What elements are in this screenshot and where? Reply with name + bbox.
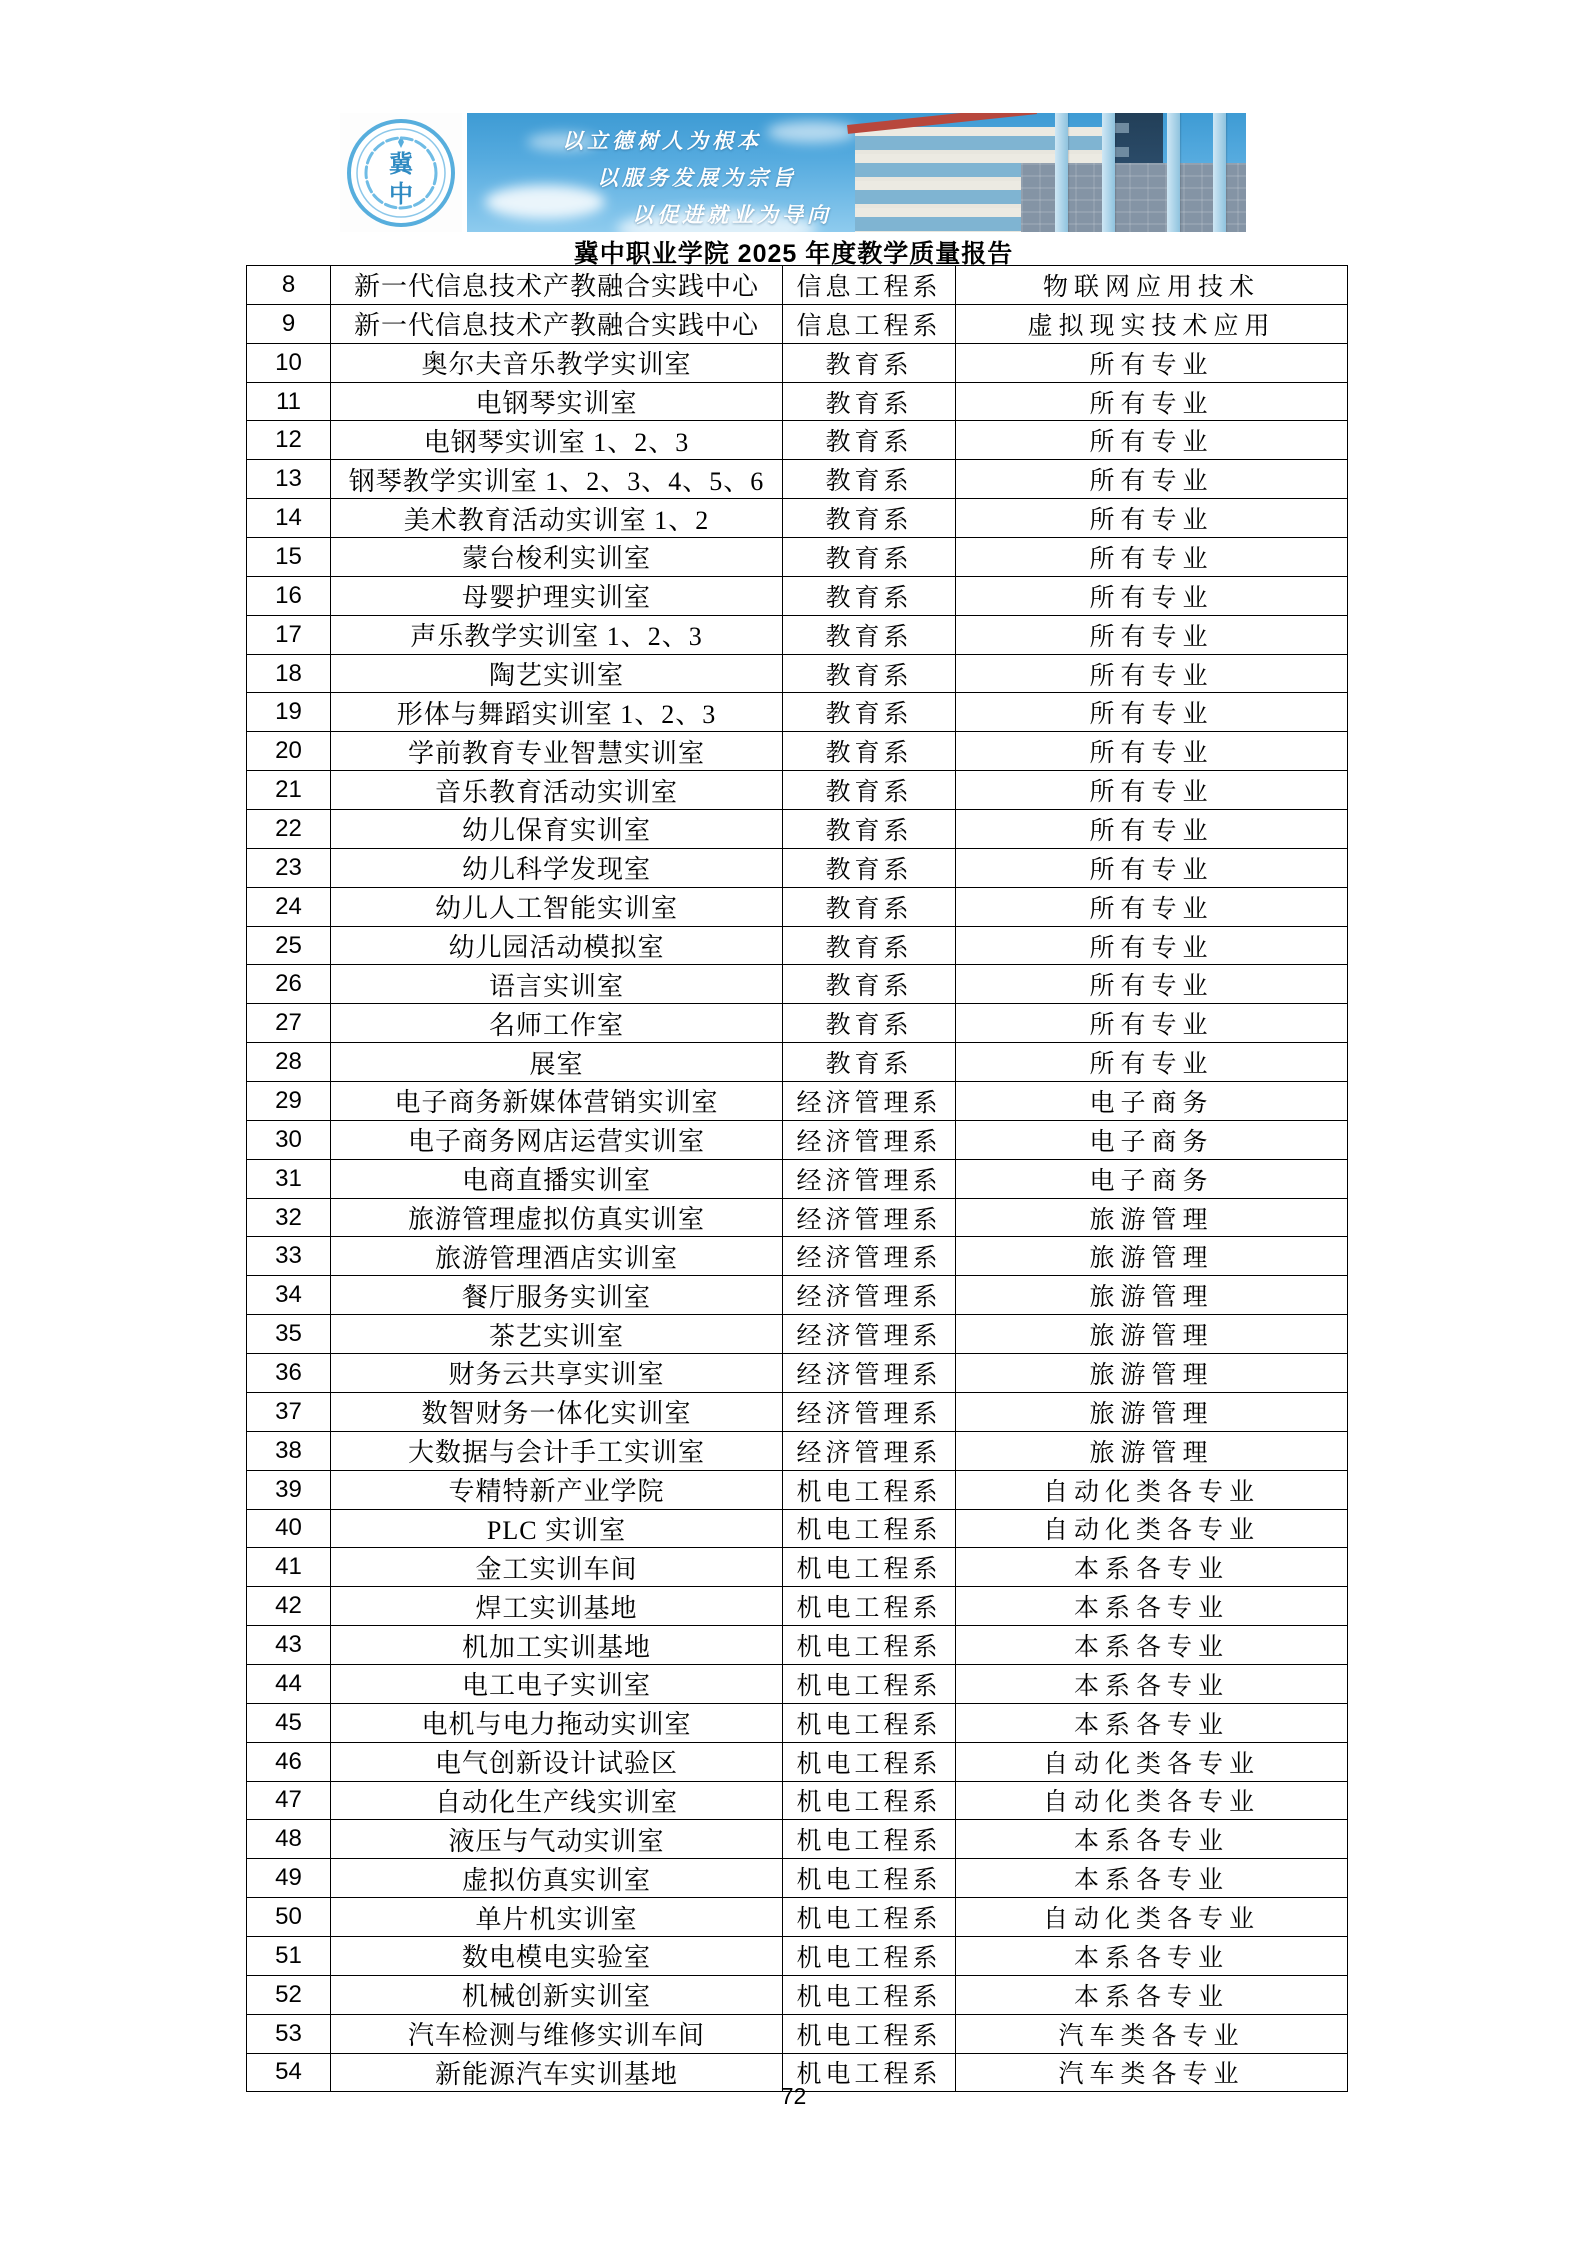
department-cell: 经济管理系 — [783, 1354, 956, 1393]
table-row — [247, 1898, 1348, 1937]
table-row — [247, 926, 1348, 965]
majors-cell: 所有专业 — [956, 965, 1348, 1004]
table-row — [247, 499, 1348, 538]
department-cell: 经济管理系 — [783, 1159, 956, 1198]
department-cell: 教育系 — [783, 538, 956, 577]
table-row — [247, 1742, 1348, 1781]
table-row — [247, 1120, 1348, 1159]
room-name-cell: 液压与气动实训室 — [331, 1820, 783, 1859]
room-name-cell: 学前教育专业智慧实训室 — [331, 732, 783, 771]
table-row — [247, 1509, 1348, 1548]
table-row — [247, 1354, 1348, 1393]
department-cell: 机电工程系 — [783, 1781, 956, 1820]
row-number-cell: 13 — [247, 460, 331, 499]
room-name-cell: 电钢琴实训室 1、2、3 — [331, 421, 783, 460]
page-number: 72 — [780, 2083, 807, 2109]
majors-cell: 本系各专业 — [956, 1587, 1348, 1626]
table-row — [247, 576, 1348, 615]
table-row — [247, 1315, 1348, 1354]
table-row — [247, 1004, 1348, 1043]
row-number-cell: 54 — [247, 2053, 331, 2092]
room-name-cell: 幼儿园活动模拟室 — [331, 926, 783, 965]
room-name-cell: 餐厅服务实训室 — [331, 1276, 783, 1315]
department-cell: 机电工程系 — [783, 1548, 956, 1587]
room-name-cell: 数电模电实验室 — [331, 1936, 783, 1975]
majors-cell: 所有专业 — [956, 732, 1348, 771]
room-name-cell: 美术教育活动实训室 1、2 — [331, 499, 783, 538]
campus-building-photo — [855, 113, 1246, 232]
motto-line-3: 以促进就业为导向 — [632, 203, 832, 227]
row-number-cell: 23 — [247, 848, 331, 887]
majors-cell: 所有专业 — [956, 1043, 1348, 1082]
row-number-cell: 47 — [247, 1781, 331, 1820]
row-number-cell: 22 — [247, 810, 331, 849]
row-number-cell: 25 — [247, 926, 331, 965]
row-number-cell: 45 — [247, 1703, 331, 1742]
department-cell: 机电工程系 — [783, 1742, 956, 1781]
table-row — [247, 654, 1348, 693]
row-number-cell: 28 — [247, 1043, 331, 1082]
row-number-cell: 15 — [247, 538, 331, 577]
room-name-cell: 幼儿科学发现室 — [331, 848, 783, 887]
department-cell: 经济管理系 — [783, 1431, 956, 1470]
department-cell: 机电工程系 — [783, 1820, 956, 1859]
table-row — [247, 2014, 1348, 2053]
majors-cell: 本系各专业 — [956, 1975, 1348, 2014]
majors-cell: 所有专业 — [956, 887, 1348, 926]
row-number-cell: 50 — [247, 1898, 331, 1937]
table-row — [247, 460, 1348, 499]
department-cell: 机电工程系 — [783, 2053, 956, 2092]
department-cell: 机电工程系 — [783, 1470, 956, 1509]
department-cell: 教育系 — [783, 460, 956, 499]
row-number-cell: 30 — [247, 1120, 331, 1159]
majors-cell: 所有专业 — [956, 693, 1348, 732]
majors-cell: 本系各专业 — [956, 1820, 1348, 1859]
majors-cell: 旅游管理 — [956, 1315, 1348, 1354]
majors-cell: 自动化类各专业 — [956, 1742, 1348, 1781]
department-cell: 教育系 — [783, 965, 956, 1004]
room-name-cell: 名师工作室 — [331, 1004, 783, 1043]
row-number-cell: 26 — [247, 965, 331, 1004]
department-cell: 教育系 — [783, 1004, 956, 1043]
table-row — [247, 732, 1348, 771]
row-number-cell: 36 — [247, 1354, 331, 1393]
row-number-cell: 18 — [247, 654, 331, 693]
department-cell: 经济管理系 — [783, 1392, 956, 1431]
majors-cell: 自动化类各专业 — [956, 1470, 1348, 1509]
department-cell: 教育系 — [783, 499, 956, 538]
logo-char-top: 冀 — [389, 151, 413, 178]
row-number-cell: 44 — [247, 1664, 331, 1703]
majors-cell: 所有专业 — [956, 771, 1348, 810]
room-name-cell: 幼儿人工智能实训室 — [331, 887, 783, 926]
row-number-cell: 19 — [247, 693, 331, 732]
page-title: 冀中职业学院 2025 年度教学质量报告 — [573, 240, 1014, 268]
majors-cell: 旅游管理 — [956, 1354, 1348, 1393]
department-cell: 机电工程系 — [783, 1509, 956, 1548]
row-number-cell: 42 — [247, 1587, 331, 1626]
majors-cell: 旅游管理 — [956, 1392, 1348, 1431]
building-pillar — [1102, 113, 1115, 232]
table-row — [247, 887, 1348, 926]
department-cell: 教育系 — [783, 771, 956, 810]
college-logo-emblem — [343, 116, 459, 230]
row-number-cell: 41 — [247, 1548, 331, 1587]
majors-cell: 自动化类各专业 — [956, 1898, 1348, 1937]
table-row — [247, 1820, 1348, 1859]
department-cell: 教育系 — [783, 421, 956, 460]
college-logo — [340, 113, 462, 232]
majors-cell: 所有专业 — [956, 926, 1348, 965]
majors-cell: 本系各专业 — [956, 1859, 1348, 1898]
room-name-cell: 金工实训车间 — [331, 1548, 783, 1587]
row-number-cell: 35 — [247, 1315, 331, 1354]
majors-cell: 电子商务 — [956, 1120, 1348, 1159]
department-cell: 机电工程系 — [783, 1975, 956, 2014]
majors-cell: 所有专业 — [956, 576, 1348, 615]
row-number-cell: 12 — [247, 421, 331, 460]
majors-cell: 旅游管理 — [956, 1237, 1348, 1276]
table-row — [247, 1392, 1348, 1431]
department-cell: 教育系 — [783, 926, 956, 965]
majors-cell: 本系各专业 — [956, 1664, 1348, 1703]
department-cell: 教育系 — [783, 382, 956, 421]
room-name-cell: 旅游管理酒店实训室 — [331, 1237, 783, 1276]
table-row — [247, 1276, 1348, 1315]
room-name-cell: 电子商务网店运营实训室 — [331, 1120, 783, 1159]
room-name-cell: 专精特新产业学院 — [331, 1470, 783, 1509]
majors-cell: 旅游管理 — [956, 1276, 1348, 1315]
room-name-cell: 新一代信息技术产教融合实践中心 — [331, 304, 783, 343]
logo-char-bottom: 中 — [389, 181, 413, 208]
building-pillar — [1055, 113, 1068, 232]
room-name-cell: 自动化生产线实训室 — [331, 1781, 783, 1820]
room-name-cell: 财务云共享实训室 — [331, 1354, 783, 1393]
majors-cell: 旅游管理 — [956, 1431, 1348, 1470]
room-name-cell: 形体与舞蹈实训室 1、2、3 — [331, 693, 783, 732]
department-cell: 机电工程系 — [783, 1898, 956, 1937]
building-pillar — [1213, 113, 1226, 232]
majors-cell: 所有专业 — [956, 538, 1348, 577]
room-name-cell: 新一代信息技术产教融合实践中心 — [331, 266, 783, 305]
department-cell: 机电工程系 — [783, 1626, 956, 1665]
department-cell: 教育系 — [783, 810, 956, 849]
table-row — [247, 1082, 1348, 1121]
room-name-cell: 机械创新实训室 — [331, 1975, 783, 2014]
majors-cell: 所有专业 — [956, 499, 1348, 538]
room-name-cell: 茶艺实训室 — [331, 1315, 783, 1354]
room-name-cell: 单片机实训室 — [331, 1898, 783, 1937]
row-number-cell: 9 — [247, 304, 331, 343]
department-cell: 教育系 — [783, 887, 956, 926]
table-row — [247, 965, 1348, 1004]
room-name-cell: PLC 实训室 — [331, 1509, 783, 1548]
department-cell: 经济管理系 — [783, 1276, 956, 1315]
table-row — [247, 1975, 1348, 2014]
table-row — [247, 1859, 1348, 1898]
majors-cell: 本系各专业 — [956, 1936, 1348, 1975]
table-row — [247, 1043, 1348, 1082]
row-number-cell: 10 — [247, 343, 331, 382]
row-number-cell: 24 — [247, 887, 331, 926]
majors-cell: 自动化类各专业 — [956, 1509, 1348, 1548]
table-row — [247, 1587, 1348, 1626]
table-row — [247, 421, 1348, 460]
table-row — [247, 1703, 1348, 1742]
majors-cell: 所有专业 — [956, 1004, 1348, 1043]
room-name-cell: 语言实训室 — [331, 965, 783, 1004]
majors-cell: 本系各专业 — [956, 1626, 1348, 1665]
majors-cell: 所有专业 — [956, 848, 1348, 887]
majors-cell: 本系各专业 — [956, 1703, 1348, 1742]
row-number-cell: 29 — [247, 1082, 331, 1121]
room-name-cell: 电机与电力拖动实训室 — [331, 1703, 783, 1742]
department-cell: 教育系 — [783, 693, 956, 732]
room-name-cell: 蒙台梭利实训室 — [331, 538, 783, 577]
row-number-cell: 49 — [247, 1859, 331, 1898]
room-name-cell: 大数据与会计手工实训室 — [331, 1431, 783, 1470]
department-cell: 教育系 — [783, 615, 956, 654]
table-row — [247, 1237, 1348, 1276]
row-number-cell: 40 — [247, 1509, 331, 1548]
room-name-cell: 虚拟仿真实训室 — [331, 1859, 783, 1898]
department-cell: 机电工程系 — [783, 1859, 956, 1898]
department-cell: 经济管理系 — [783, 1198, 956, 1237]
table-row — [247, 1626, 1348, 1665]
majors-cell: 物联网应用技术 — [956, 266, 1348, 305]
majors-cell: 所有专业 — [956, 654, 1348, 693]
room-name-cell: 电钢琴实训室 — [331, 382, 783, 421]
table-row — [247, 615, 1348, 654]
table-row — [247, 1781, 1348, 1820]
row-number-cell: 21 — [247, 771, 331, 810]
majors-cell: 所有专业 — [956, 382, 1348, 421]
room-name-cell: 钢琴教学实训室 1、2、3、4、5、6 — [331, 460, 783, 499]
table-row — [247, 1431, 1348, 1470]
table-row — [247, 771, 1348, 810]
department-cell: 机电工程系 — [783, 1703, 956, 1742]
row-number-cell: 46 — [247, 1742, 331, 1781]
room-name-cell: 焊工实训基地 — [331, 1587, 783, 1626]
department-cell: 机电工程系 — [783, 1936, 956, 1975]
room-name-cell: 幼儿保育实训室 — [331, 810, 783, 849]
room-name-cell: 新能源汽车实训基地 — [331, 2053, 783, 2092]
row-number-cell: 17 — [247, 615, 331, 654]
department-cell: 经济管理系 — [783, 1315, 956, 1354]
table-row — [247, 810, 1348, 849]
table-row — [247, 382, 1348, 421]
department-cell: 教育系 — [783, 848, 956, 887]
majors-cell: 汽车类各专业 — [956, 2014, 1348, 2053]
majors-cell: 旅游管理 — [956, 1198, 1348, 1237]
table-row — [247, 848, 1348, 887]
row-number-cell: 53 — [247, 2014, 331, 2053]
department-cell: 信息工程系 — [783, 266, 956, 305]
department-cell: 信息工程系 — [783, 304, 956, 343]
table-row — [247, 304, 1348, 343]
row-number-cell: 38 — [247, 1431, 331, 1470]
department-cell: 机电工程系 — [783, 1664, 956, 1703]
table-row — [247, 693, 1348, 732]
row-number-cell: 16 — [247, 576, 331, 615]
table-row — [247, 1159, 1348, 1198]
table-row — [247, 538, 1348, 577]
department-cell: 经济管理系 — [783, 1237, 956, 1276]
room-name-cell: 电商直播实训室 — [331, 1159, 783, 1198]
motto-line-1: 以立德树人为根本 — [562, 129, 762, 153]
majors-cell: 汽车类各专业 — [956, 2053, 1348, 2092]
row-number-cell: 8 — [247, 266, 331, 305]
table-row — [247, 266, 1348, 305]
room-name-cell: 机加工实训基地 — [331, 1626, 783, 1665]
room-name-cell: 汽车检测与维修实训车间 — [331, 2014, 783, 2053]
room-name-cell: 旅游管理虚拟仿真实训室 — [331, 1198, 783, 1237]
table-row — [247, 1936, 1348, 1975]
room-name-cell: 展室 — [331, 1043, 783, 1082]
department-cell: 教育系 — [783, 654, 956, 693]
table-row — [247, 343, 1348, 382]
department-cell: 教育系 — [783, 343, 956, 382]
room-name-cell: 母婴护理实训室 — [331, 576, 783, 615]
department-cell: 教育系 — [783, 732, 956, 771]
room-name-cell: 声乐教学实训室 1、2、3 — [331, 615, 783, 654]
majors-cell: 所有专业 — [956, 810, 1348, 849]
row-number-cell: 39 — [247, 1470, 331, 1509]
row-number-cell: 52 — [247, 1975, 331, 2014]
department-cell: 机电工程系 — [783, 1587, 956, 1626]
majors-cell: 虚拟现实技术应用 — [956, 304, 1348, 343]
department-cell: 经济管理系 — [783, 1082, 956, 1121]
majors-cell: 电子商务 — [956, 1082, 1348, 1121]
room-name-cell: 电子商务新媒体营销实训室 — [331, 1082, 783, 1121]
table-row — [247, 1664, 1348, 1703]
row-number-cell: 14 — [247, 499, 331, 538]
building-pillar — [1167, 113, 1180, 232]
majors-cell: 所有专业 — [956, 460, 1348, 499]
row-number-cell: 48 — [247, 1820, 331, 1859]
cloud-decoration — [767, 121, 857, 143]
majors-cell: 所有专业 — [956, 615, 1348, 654]
room-name-cell: 数智财务一体化实训室 — [331, 1392, 783, 1431]
header-banner — [467, 113, 1246, 232]
room-name-cell: 奥尔夫音乐教学实训室 — [331, 343, 783, 382]
motto-line-2: 以服务发展为宗旨 — [597, 166, 797, 190]
majors-cell: 本系各专业 — [956, 1548, 1348, 1587]
row-number-cell: 34 — [247, 1276, 331, 1315]
row-number-cell: 20 — [247, 732, 331, 771]
facilities-table — [246, 265, 1347, 2092]
row-number-cell: 43 — [247, 1626, 331, 1665]
room-name-cell: 电气创新设计试验区 — [331, 1742, 783, 1781]
table-row — [247, 1548, 1348, 1587]
room-name-cell: 音乐教育活动实训室 — [331, 771, 783, 810]
room-name-cell: 陶艺实训室 — [331, 654, 783, 693]
majors-cell: 自动化类各专业 — [956, 1781, 1348, 1820]
table-row — [247, 1198, 1348, 1237]
row-number-cell: 33 — [247, 1237, 331, 1276]
row-number-cell: 32 — [247, 1198, 331, 1237]
majors-cell: 所有专业 — [956, 421, 1348, 460]
majors-cell: 电子商务 — [956, 1159, 1348, 1198]
majors-cell: 所有专业 — [956, 343, 1348, 382]
department-cell: 教育系 — [783, 576, 956, 615]
row-number-cell: 31 — [247, 1159, 331, 1198]
row-number-cell: 27 — [247, 1004, 331, 1043]
row-number-cell: 37 — [247, 1392, 331, 1431]
room-name-cell: 电工电子实训室 — [331, 1664, 783, 1703]
row-number-cell: 11 — [247, 382, 331, 421]
cloud-decoration — [485, 185, 605, 219]
row-number-cell: 51 — [247, 1936, 331, 1975]
department-cell: 机电工程系 — [783, 2014, 956, 2053]
department-cell: 经济管理系 — [783, 1120, 956, 1159]
department-cell: 教育系 — [783, 1043, 956, 1082]
table-row — [247, 1470, 1348, 1509]
